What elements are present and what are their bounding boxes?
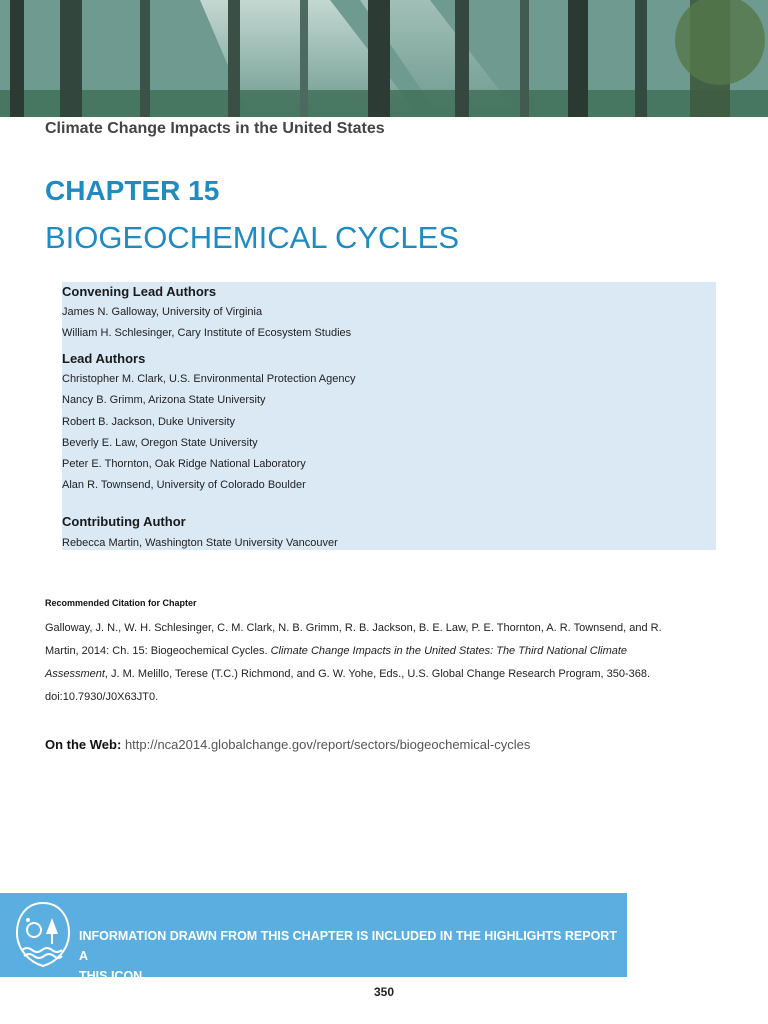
author-entry: Robert B. Jackson, Duke University bbox=[62, 416, 236, 428]
highlights-banner-text: INFORMATION DRAWN FROM THIS CHAPTER IS INCLUDED IN THE HIGHLIGHTS REPORT A THIS ICON bbox=[79, 929, 617, 983]
convening-lead-authors-heading: Convening Lead Authors bbox=[62, 284, 217, 299]
page-number: 350 bbox=[373, 985, 395, 999]
highlights-icon bbox=[12, 900, 74, 972]
author-entry: Rebecca Martin, Washington State University Vancouver bbox=[62, 537, 338, 549]
chapter-title: BIOGEOCHEMICAL CYCLES bbox=[45, 220, 460, 255]
citation-heading: Recommended Citation for Chapter bbox=[45, 598, 197, 608]
author-entry: Beverly E. Law, Oregon State University bbox=[62, 437, 258, 449]
author-entry: Alan R. Townsend, University of Colorado Boulder bbox=[62, 479, 306, 491]
header-forest-image bbox=[0, 0, 768, 117]
authors-box bbox=[62, 282, 716, 550]
author-entry: James N. Galloway, University of Virginia bbox=[62, 306, 263, 318]
citation-text bbox=[45, 617, 675, 709]
chapter-number: CHAPTER 15 bbox=[45, 175, 220, 206]
author-entry: William H. Schlesinger, Cary Institute of Ecosystem Studies bbox=[62, 327, 352, 339]
contributing-author-heading: Contributing Author bbox=[62, 514, 186, 529]
citation-report-title: Climate Change Impacts in the United States: The Third National Climate Assessment bbox=[45, 645, 628, 680]
chapter-url-link[interactable]: http://nca2014.globalchange.gov/report/sectors/biogeochemical-cycles bbox=[124, 737, 531, 752]
citation-part: Galloway, J. N., W. H. Schlesinger, C. M. Clark, N. B. Grimm, R. B. Jackson, B. E. Law, P. E. Thornton, A. R. Townsend, and R. Martin, 2014: Ch. 15: Biogeochemical Cycles. bbox=[45, 622, 662, 657]
author-entry: Peter E. Thornton, Oak Ridge National Laboratory bbox=[62, 458, 306, 470]
author-entry: Nancy B. Grimm, Arizona State University bbox=[62, 394, 266, 406]
citation-part: , J. M. Melillo, Terese (T.C.) Richmond, and G. W. Yohe, Eds., U.S. Global Change Research Program, 350-368. doi:10.7930/J0X63JT0. bbox=[45, 668, 651, 703]
highlights-banner bbox=[0, 893, 627, 983]
forest-illustration bbox=[0, 0, 768, 117]
author-entry: Christopher M. Clark, U.S. Environmental Protection Agency bbox=[62, 373, 356, 385]
report-series-title: Climate Change Impacts in the United States bbox=[45, 120, 385, 137]
web-reference bbox=[45, 737, 530, 752]
web-label: On the Web: bbox=[45, 737, 122, 752]
lead-authors-heading: Lead Authors bbox=[62, 351, 146, 366]
